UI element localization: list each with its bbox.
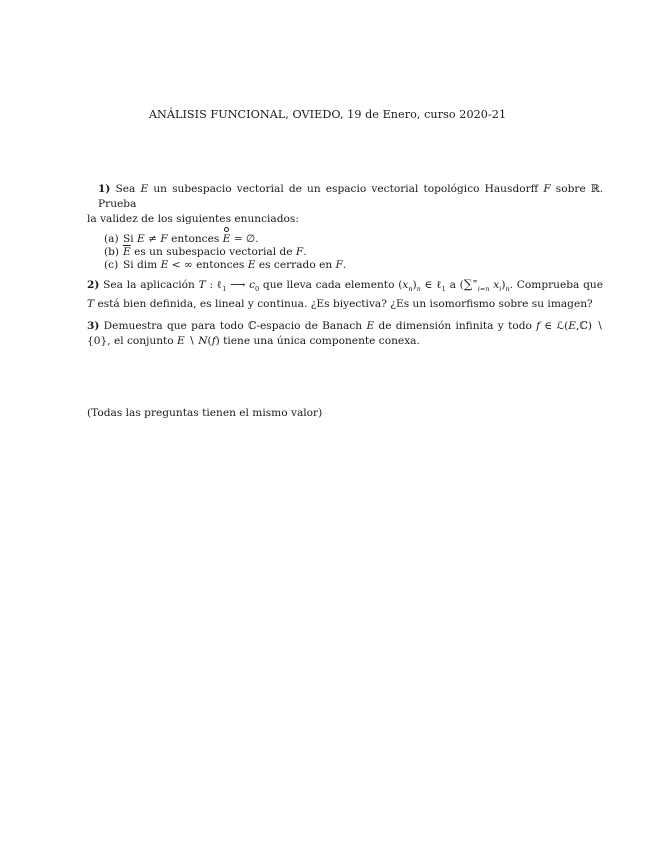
question-3-statement: 3) Demuestra que para todo ℂ-espacio de Banach E de dimensión infinita y todo f ∈ ℒ(E,ℂ) ∖ {0}, el conjunto E ∖ N(f) tiene una única componente conexa.: [87, 320, 604, 348]
list-item: (a) Si E ≠ F entonces E = ∅.: [104, 232, 259, 245]
item-label-c: (c): [104, 259, 119, 272]
question-2-statement: 2) Sea la aplicación T : ℓ$_1$ ⟶ $c_0$ que lleva cada elemento $(x_n)_n$ ∈ ℓ$_1$ a ($\sum^\infty_{i=n}$ $x_i)_n$. Comprueba que T está bien definida, es lineal y continua. ¿Es biyectiva? ¿Es un isomorfismo sobre su imagen?: [87, 277, 603, 311]
page-title: ANÁLISIS FUNCIONAL, OVIEDO, 19 de Enero, curso 2020-21: [148, 108, 507, 121]
question-1: [87, 182, 603, 272]
question-1-statement: 1) Sea E un subespacio vectorial de un espacio vectorial topológico Hausdorff F sobre ℝ. Prueba: [98, 183, 604, 211]
question-3-number: 3): [87, 320, 100, 332]
grading-note: (Todas las preguntas tienen el mismo valor): [87, 407, 323, 419]
question-1-number: 1): [98, 183, 111, 195]
list-item: (c) Si dim E < ∞ entonces E es cerrado en F.: [104, 259, 347, 272]
question-3: [87, 319, 603, 349]
item-label-b: (b): [104, 245, 120, 258]
question-2: [87, 274, 603, 312]
list-item: (b) $\overline{E}$ es un subespacio vectorial de F.: [104, 245, 307, 258]
question-2-number: 2): [87, 279, 100, 291]
question-1-statement-cont: la validez de los siguientes enunciados:: [87, 213, 299, 226]
question-1-items: [87, 233, 603, 273]
item-label-a: (a): [104, 232, 119, 245]
